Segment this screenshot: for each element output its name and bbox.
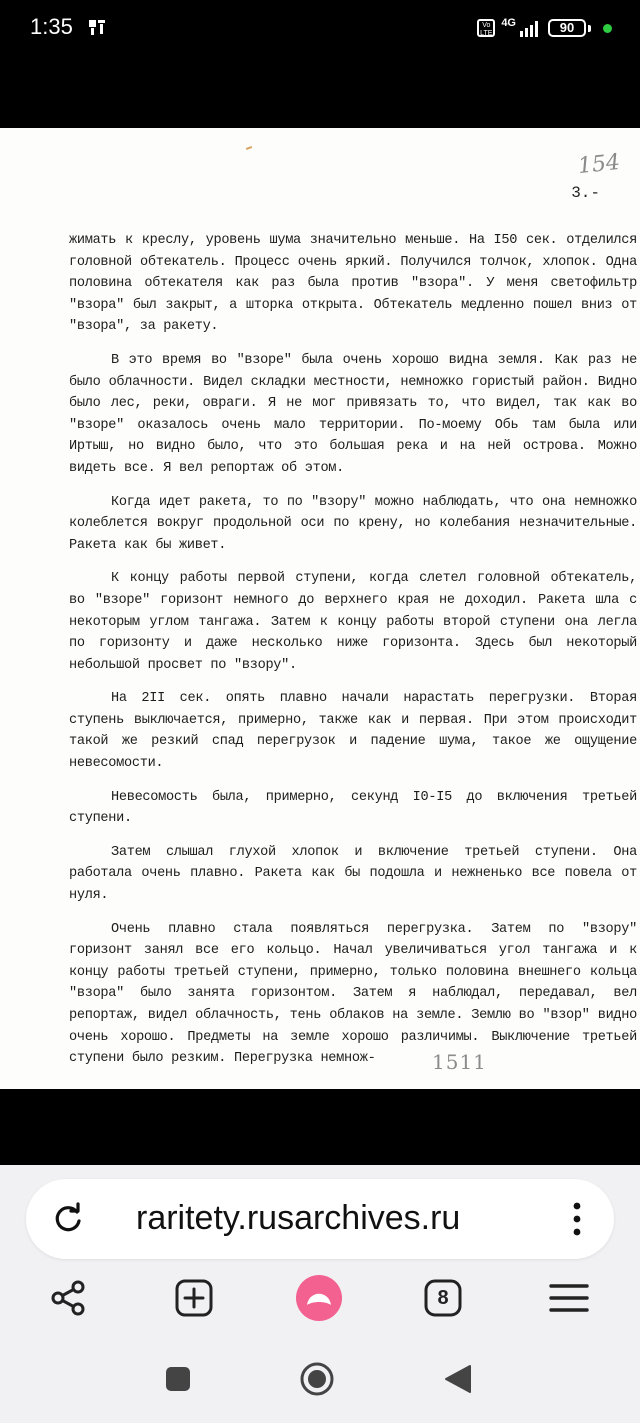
browser-bottom-bar [0,1165,640,1335]
app-notification-icon [88,18,106,36]
add-tab-icon [174,1278,214,1318]
paragraph: К концу работы первой ступени, когда слетел головной обтекатель, во "взоре" горизонт немного до верхнего края не доходил. Ракета шла с некоторым углом тангажа. Затем к концу работы второй ступени она легла по горизонту и даже несколько ниже горизонта. Здесь был некоторый небольшой просвет по "взору". [69,571,637,673]
back-icon [444,1364,472,1394]
more-menu-icon[interactable] [572,1201,582,1237]
battery-tip [588,25,591,32]
viewer-bottom-margin [0,1089,640,1165]
paragraph: Когда идет ракета, то по "взору" можно наблюдать, что она немножко колеблется вокруг продольной оси по крену, но колебания незначительные. Ракета как бы живет. [69,494,637,553]
menu-button[interactable] [544,1273,594,1323]
recents-icon [165,1366,191,1392]
paragraph: Затем слышал глухой хлопок и включение третьей ступени. Она работала очень плавно. Ракета как бы подошла и нежненько все повела от нуля. [69,844,637,904]
privacy-dot-icon [603,24,612,33]
paragraph: На 2II сек. опять плавно начали нарастать перегрузки. Вторая ступень выключается, примерно, также как и первая. При этом происходит такой же резкий спад перегрузок и падение шума, такое же ощущение невесомости. [69,691,637,772]
status-time: 1:35 [30,14,73,39]
paragraph: Очень плавно стала появляться перегрузка. Затем по "взору" горизонт занял все его кольцо. Начал увеличиваться угол тангажа и к концу работы третьей ступени, примерно, только половина внешнего кольца "взора" было занята горизонтом. Затем я наблюдал, передавал, вел репортаж, видел облачность, тень облаков на земле. Землю во "взор" видно очень хорошо. Предметы на земле хорошо различимы. Выключение третьей ступени было резким. Перегрузка немнож- [69,921,637,1067]
share-icon [49,1279,87,1317]
alice-assistant-button[interactable] [294,1273,344,1323]
signal-icon [520,19,542,37]
viewer-top-margin [0,56,640,128]
handwritten-page-number: 154 [576,149,622,180]
home-icon [299,1361,335,1397]
paragraph: В это время во "взоре" была очень хорошо видна земля. Как раз не было облачности. Видел складки местности, немножко гористый район. Видно было лес, реки, овраги. Я не мог привязать то, что видел, так как во "взоре" оказалось очень мало территории. По-моему Обь там была или Иртыш, но видно было, что это большая река и на ней острова. Можно видеть все. Я вел репортаж об этом. [69,352,637,476]
paper-speck [246,146,252,150]
hamburger-menu-icon [549,1282,589,1314]
alice-icon [295,1274,343,1322]
address-bar[interactable] [26,1179,614,1259]
home-button[interactable] [299,1361,335,1397]
system-navigation-bar [0,1335,640,1423]
browser-toolbar [0,1273,640,1337]
volte-badge: Vo LTE [477,19,495,37]
reload-icon[interactable] [50,1201,86,1237]
archive-stamp-number: 1511 [432,1050,487,1074]
recents-button[interactable] [160,1361,196,1397]
url-text[interactable]: raritety.rusarchives.ru [136,1199,461,1237]
back-button[interactable] [440,1361,476,1397]
tabs-count: 8 [437,1287,449,1309]
battery-indicator [548,19,591,37]
typed-page-number: 3.- [571,184,600,202]
paragraph: Невесомость была, примерно, секунд I0-I5 до включения третьей ступени. [69,789,637,827]
document-text [69,230,637,1082]
status-indicators [477,16,612,40]
share-button[interactable] [43,1273,93,1323]
status-bar [0,0,640,56]
tabs-button[interactable] [418,1273,468,1323]
document-scan[interactable] [0,128,640,1089]
battery-level: 90 [548,19,586,37]
paragraph: жимать к креслу, уровень шума значительно меньше. На I50 сек. отделился головной обтекатель. Процесс очень яркий. Получился толчок, хлопок. Одна половина обтекателя как раз была против "взора". У меня светофильтр "взора" был закрыт, а шторка открыта. Обтекатель медленно пошел вниз от "взора", за ракету. [69,233,637,335]
network-type: 4G [501,17,516,29]
new-tab-button[interactable] [169,1273,219,1323]
